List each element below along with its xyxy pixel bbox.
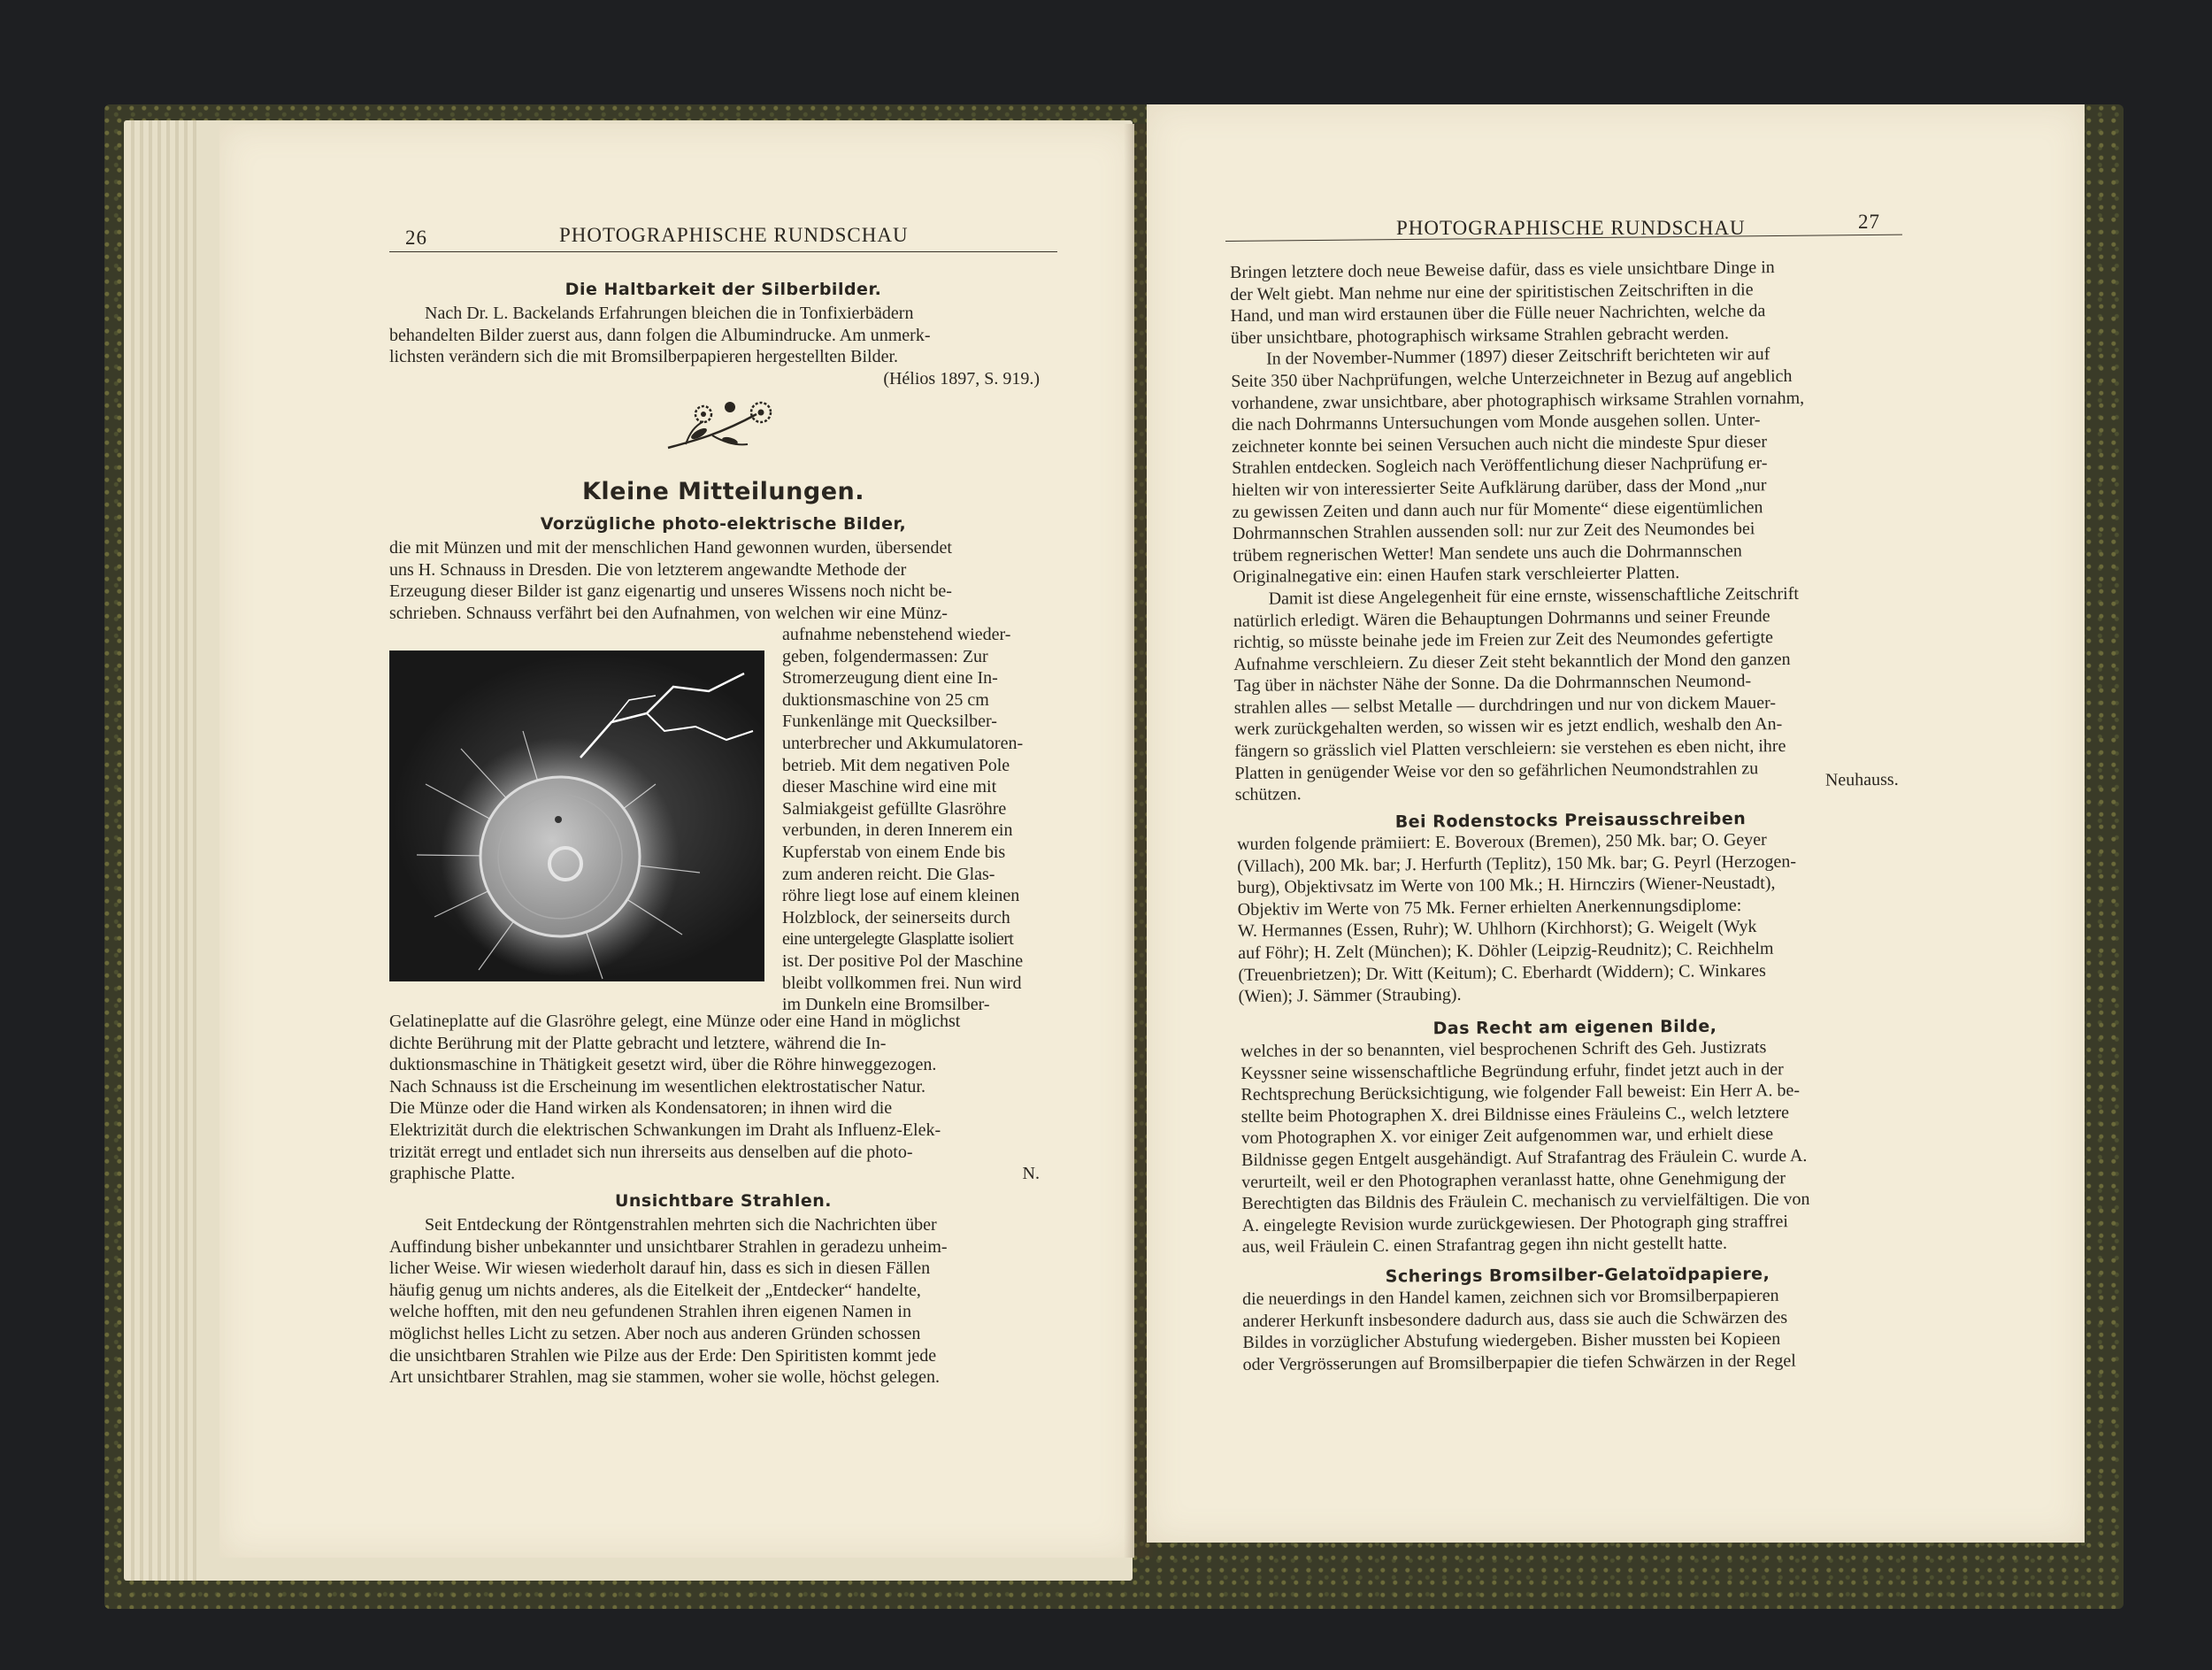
text-line: auf Föhr); H. Zelt (München); K. Döhler (Leipzig-Reudnitz); C. Reichhelm [1238,938,1774,963]
text-line: Funkenlänge mit Quecksilber- [782,712,997,732]
text-line: W. Hermannes (Essen, Ruhr); W. Uhlhorn (Kirchhorst); G. Weigelt (Wyk [1237,917,1757,942]
text-line: wurden folgende prämiiert: E. Boveroux (Bremen), 250 Mk. bar; O. Geyer [1237,829,1767,854]
text-line: Bildnisse gegen Entgelt ausgehändigt. Auf Strafantrag des Fräulein C. wurde A. [1240,1145,1808,1170]
text-line: aufnahme nebenstehend wieder- [782,625,1011,644]
text-line: vom Photographen X. vor einiger Zeit aufgenommen war, und erhielt diese [1240,1124,1774,1149]
text-line: natürlich erledigt. Wären die Behauptungen Dohrmanns und seiner Freunde [1233,605,1770,631]
text-line: die nach Dohrmanns Untersuchungen vom Monde ausgehen sollen. Unter- [1231,410,1761,435]
text-line: ist. Der positive Pol der Maschine [782,950,1024,971]
text-line: Rechtsprechung Berücksichtigung, wie folgender Fall beweist: Ein Herr A. be- [1240,1081,1801,1105]
text-line: die neuerdings in den Handel kamen, zeichnen sich vor Bromsilberpapieren [1242,1285,1779,1309]
text-line: Kupferstab von einem Ende bis [782,842,1006,862]
section-haltbarkeit-text [389,303,1057,389]
text-line: vorhandene, zwar unsichtbare, aber photographisch wirksame Strahlen vornahm, [1231,388,1805,413]
text-line: anderer Herkunft insbesondere dadurch aus, dass sie auch die Schwärzen des [1242,1307,1788,1331]
text-line: duktionsmaschine von 25 cm [782,689,989,710]
text-line: stellte beim Photographen X. drei Bildnisse eines Fräuleins C., welch letztere [1240,1102,1790,1127]
section-photo-text-top [389,537,1057,624]
text-line: unterbrecher und Akkumulatoren- [782,733,1024,753]
coin-electrical-photograph [389,650,764,981]
text-line [389,1163,1057,1185]
heading-kleine-mitteilungen: Kleine Mitteilungen. [582,478,864,505]
text-line: möglichst helles Licht zu setzen. Aber noch aus anderen Gründen schossen [389,1323,921,1343]
text-line: geben, folgendermassen: Zur [782,646,988,666]
text-line: licher Weise. Wir wiesen wiederholt darauf hin, dass es sich in diesen Fällen [389,1258,931,1279]
text-line: bleibt vollkommen frei. Nun wird [782,973,1022,993]
text-line: Gelatineplatte auf die Glasröhre gelegt, eine Münze oder eine Hand in möglichst [389,1012,961,1031]
text-line: Hand, und man wird erstaunen über die Fülle neuer Nachrichten, welche da [1230,301,1766,327]
text-line: Elektrizität durch die elektrischen Schwankungen im Draht als Influenz-Elek- [389,1120,941,1140]
flower-ornament [659,388,783,458]
heading-rodenstock: Bei Rodenstocks Preisausschreiben [1394,809,1747,832]
text-line: Keyssner seine wissenschaftliche Begründung erfuhr, findet jetzt auch in der [1240,1058,1784,1083]
text-line: Art unsichtbarer Strahlen, mag sie stammen, woher sie wolle, höchst gelegen. [389,1367,941,1388]
text-line: (Treuenbrietzen); Dr. Witt (Keitum); C. Eberhardt (Widdern); C. Winkares [1238,960,1766,985]
heading-haltbarkeit: Die Haltbarkeit der Silberbilder. [565,280,882,299]
text-line: Originalnegative ein: einen Haufen stark verschleierter Platten. [1233,563,1680,588]
text-line: Die Münze oder die Hand wirken als Kondensatoren; in ihnen wird die [389,1098,893,1119]
signature-n: N. [1022,1164,1040,1184]
text-line: Bringen letztere doch neue Beweise dafür, dass es viele unsichtbare Dinge in [1230,258,1775,282]
text-line: trübem regnerischen Wetter! Man sendete uns auch die Dohrmannschen [1233,541,1742,566]
heading-unsichtbare-strahlen: Unsichtbare Strahlen. [614,1191,833,1211]
text-line: welche hofften, mit den neu gefundenen Strahlen ihren eigenen Namen in [389,1302,911,1322]
text-line: In der November-Nummer (1897) dieser Zeitschrift berichteten wir auf [1265,344,1770,369]
header-rule-left [389,251,1057,252]
page-number-left: 26 [405,227,427,249]
section-recht-text [1240,1035,1916,1258]
text-line: Objektiv im Werte von 75 Mk. Ferner erhielten Anerkennungsdiplome: [1237,895,1742,920]
text-line: dichte Berührung mit der Platte gebracht und letztere, während die In- [389,1033,887,1053]
text-line: trizität erregt und entladet sich nun ihrerseits aus denselben auf die photo- [389,1142,913,1162]
text-line: fängern so grässlich viel Platten verschleiern: sie verstehen es eben nicht, ihre [1234,736,1786,762]
text-line: röhre liegt lose auf einem kleinen [782,886,1020,906]
text-line: Aufnahme verschleiern. Zu dieser Zeit steht bekanntlich der Mond den ganzen [1233,649,1791,674]
text-line: Auffindung bisher unbekannter und unsichtbarer Strahlen in geradezu unheim- [389,1236,948,1257]
text-line: Strahlen entdecken. Sogleich nach Veröffentlichung dieser Nachprüfung er- [1232,453,1768,479]
text-line: Damit ist diese Angelegenheit für eine ernste, wissenschaftliche Zeitschrift [1268,583,1799,609]
section-photo-text-bottom [389,1011,1057,1185]
text-line: verbunden, in deren Innerem ein [782,820,1013,841]
signature-neuhauss: Neuhauss. [1824,770,1899,790]
section-rodenstock-text [1237,827,1911,1007]
heading-photo-elektrische-bilder: Vorzügliche photo-elektrische Bilder, [540,514,907,534]
text-line: der Welt giebt. Man nehme nur eine der spiritistischen Zeitschriften in die [1230,279,1754,304]
heading-scherings: Scherings Bromsilber-Gelatoïdpapiere, [1385,1264,1770,1287]
text-line: uns H. Schnauss in Dresden. Die von letzterem angewandte Methode der [389,559,907,580]
text-line: lichsten verändern sich die mit Bromsilberpapieren hergestellten Bilder. [389,347,899,367]
section-photo-text-narrow [782,624,1057,1016]
section-unsichtbare-text [389,1214,1057,1389]
text-line: (Wien); J. Sämmer (Straubing). [1238,984,1462,1007]
text-line: Dohrmannschen Strahlen aussenden soll: nur zur Zeit des Neumondes bei [1232,519,1755,544]
text-line: die mit Münzen und mit der menschlichen Hand gewonnen wurden, übersendet [389,538,952,558]
text-line: die unsichtbaren Strahlen wie Pilze aus der Erde: Den Spiritisten kommt jede [389,1345,937,1366]
text-line: im Dunkeln eine Bromsilber- [782,995,990,1015]
text-line: zeichneter konnte bei seinen Versuchen auch nicht die mindeste Spur dieser [1231,431,1768,457]
text-line: verurteilt, weil er den Photographen veranlasst hatte, ohne Genehmigung der [1241,1167,1786,1192]
text-line: duktionsmaschine in Thätigkeit gesetzt wird, über die Röhre hinweggezogen. [389,1055,937,1075]
text-line: Berechtigten das Bildnis des Fräulein C. mechanisch zu vervielfältigen. Die von [1241,1189,1810,1214]
text-line-last: schützen. [1234,784,1302,805]
text-line: Nach Schnauss ist die Erscheinung im wesentlichen elektrostatischer Natur. [389,1076,926,1097]
text-line: werk zurückgehalten werden, so wissen wir es jetzt endlich, weshalb den An- [1233,714,1783,740]
text-line: Platten in genügender Weise vor den so gefährlichen Neumondstrahlen zu [1234,758,1759,783]
text-line: richtig, so müsste beinahe jede im Freien zur Zeit des Neumondes gefertigte [1233,627,1774,653]
text-line: schrieben. Schnauss verfährt bei den Aufnahmen, von welchen wir eine Münz- [389,603,948,623]
text-line: zu gewissen Zeiten und dann auch nur für Momente“ diese eigentümlichen [1232,496,1763,522]
text-line: Nach Dr. L. Backelands Erfahrungen bleichen die in Tonfixierbädern [425,304,914,323]
text-line: Erzeugung dieser Bilder ist ganz eigenartig und unseres Wissens noch nicht be- [389,581,952,602]
text-line: eine untergelegte Glasplatte isoliert [782,929,1014,950]
text-line: über unsichtbare, photographisch wirksame Strahlen gebracht werden. [1230,323,1730,348]
text-line: Stromerzeugung dient eine In- [782,668,998,689]
text-line: oder Vergrösserungen auf Bromsilberpapier die tiefen Schwärzen in der Regel [1242,1351,1796,1374]
text-line: betrieb. Mit dem negativen Pole [782,755,1010,775]
page-number-right: 27 [1858,211,1880,233]
coin-discharge-image [390,651,764,981]
text-line: Holzblock, der seinerseits durch [782,907,1010,927]
running-head-right: PHOTOGRAPHISCHE RUNDSCHAU [1396,217,1746,239]
text-line: Bildes in vorzüglicher Abstufung wiedergeben. Bisher mussten bei Kopieen [1242,1328,1781,1353]
text-line: aus, weil Fräulein C. einen Strafantrag gegen ihn nicht gestellt hatte. [1241,1234,1728,1258]
text-line: hielten wir von interessierter Seite Aufklärung darüber, dass der Mond „nur [1232,475,1767,500]
text-line: dieser Maschine wird eine mit [782,777,997,797]
heading-recht-am-bilde: Das Recht am eigenen Bilde, [1432,1016,1717,1039]
text-line: behandelten Bilder zuerst aus, dann folgen die Albumindrucke. Am unmerk- [389,325,931,345]
text-line: Tag über in nächster Nähe der Sonne. Da die Dohrmannschen Neumond- [1233,671,1752,696]
section-continuation-text [1230,256,1908,806]
text-line: (Villach), 200 Mk. bar; J. Herfurth (Teplitz), 150 Mk. bar; G. Peyrl (Herzogen- [1237,851,1797,876]
section-scherings-text [1242,1284,1917,1376]
text-line: Seite 350 über Nachprüfungen, welche Unterzeichneter in Bezug auf angeblich [1231,366,1793,391]
text-line: Salmiakgeist gefüllte Glasröhre [782,798,1007,819]
text-line-last: graphische Platte. [389,1164,516,1184]
running-head-left: PHOTOGRAPHISCHE RUNDSCHAU [559,224,909,246]
text-line: A. eingelegte Revision wurde zurückgewiesen. Der Photograph ging straffrei [1241,1211,1788,1235]
text-line: burg), Objektivsatz im Werte von 100 Mk.; H. Hirnczirs (Wiener-Neustadt), [1237,873,1776,898]
text-line: häufig genug um nichts anderes, als die Eitelkeit der „Entdecker“ handelte, [389,1280,921,1300]
text-line: Seit Entdeckung der Röntgenstrahlen mehrten sich die Nachrichten über [425,1215,937,1235]
citation: (Hélios 1897, S. 919.) [883,368,1040,389]
text-line: welches in der so benannten, viel besprochenen Schrift des Geh. Justizrats [1240,1037,1767,1061]
text-line: strahlen alles — selbst Metalle — durchdringen und nur von dickem Mauer- [1233,692,1777,718]
text-line: zum anderen reicht. Die Glas- [782,864,995,884]
